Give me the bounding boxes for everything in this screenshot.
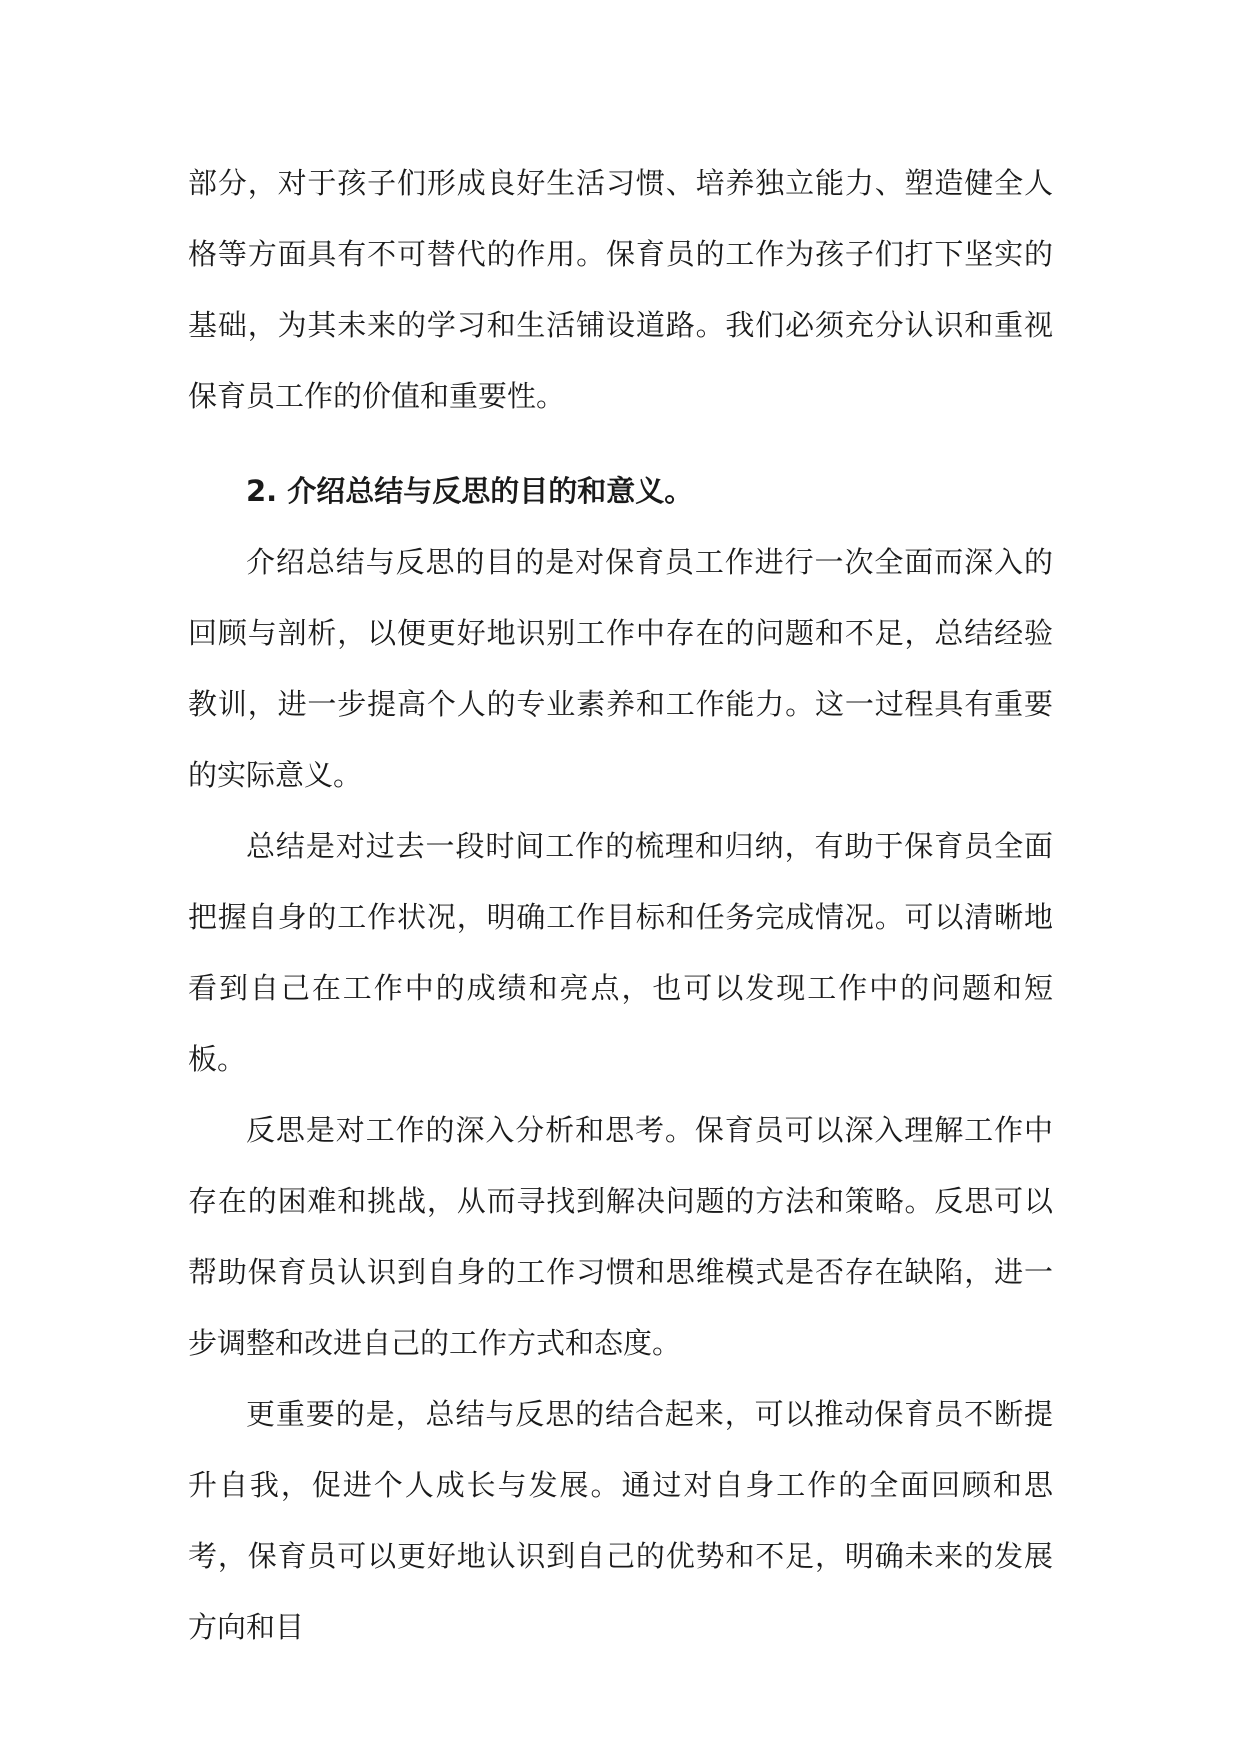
paragraph-growth: 更重要的是，总结与反思的结合起来，可以推动保育员不断提升自我，促进个人成长与发展。通过对自身工作的全面回顾和思考，保育员可以更好地认识到自己的优势和不足，明确未来的发展方向和目 [188, 1397, 1053, 1644]
paragraph-purpose: 介绍总结与反思的目的是对保育员工作进行一次全面而深入的回顾与剖析，以便更好地识别工作中存在的问题和不足，总结经验教训，进一步提高个人的专业素养和工作能力。这一过程具有重要的实际意义。 [188, 545, 1053, 792]
document-body [188, 148, 1053, 1663]
paragraph-continuation: 部分，对于孩子们形成良好生活习惯、培养独立能力、塑造健全人格等方面具有不可替代的作用。保育员的工作为孩子们打下坚实的基础，为其未来的学习和生活铺设道路。我们必须充分认识和重视保育员工作的价值和重要性。 [188, 166, 1053, 413]
section-heading: 2. 介绍总结与反思的目的和意义。 [246, 474, 694, 508]
paragraph-reflection: 反思是对工作的深入分析和思考。保育员可以深入理解工作中存在的困难和挑战，从而寻找到解决问题的方法和策略。反思可以帮助保育员认识到自身的工作习惯和思维模式是否存在缺陷，进一步调整和改进自己的工作方式和态度。 [188, 1113, 1053, 1360]
paragraph-summary: 总结是对过去一段时间工作的梳理和归纳，有助于保育员全面把握自身的工作状况，明确工作目标和任务完成情况。可以清晰地看到自己在工作中的成绩和亮点，也可以发现工作中的问题和短板。 [188, 829, 1053, 1076]
